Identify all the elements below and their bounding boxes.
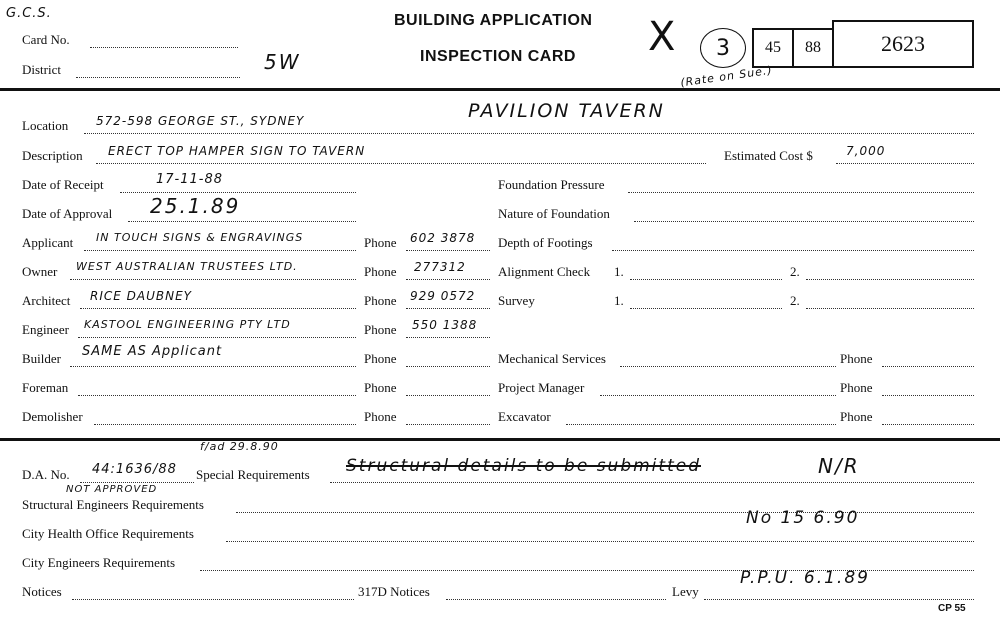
not-approved-note: NOT APPROVED	[66, 484, 158, 495]
date-approval-value: 25.1.89	[150, 194, 241, 218]
survey-label: Survey	[498, 293, 535, 308]
survey-line2	[806, 308, 974, 309]
foreman-line	[78, 395, 356, 396]
title-line1: BUILDING APPLICATION	[394, 12, 593, 29]
builder-phone-line	[406, 366, 490, 367]
builder-label: Builder	[22, 351, 61, 366]
engineer-phone-label: Phone	[364, 322, 397, 337]
gcs-note: G.C.S.	[6, 6, 52, 21]
engineer-phone: 550 1388	[412, 318, 478, 332]
applicant-phone: 602 3878	[410, 231, 476, 245]
excavator-phone-label: Phone	[840, 409, 873, 424]
excavator-phone-line	[882, 424, 974, 425]
alignment-num2: 2.	[790, 264, 800, 279]
project-manager-label: Project Manager	[498, 380, 585, 395]
alignment-line1	[630, 279, 782, 280]
alignment-line2	[806, 279, 974, 280]
architect-label: Architect	[22, 293, 71, 308]
owner-phone-line	[406, 279, 490, 280]
architect-line	[80, 308, 356, 309]
architect-value: RICE DAUBNEY	[90, 289, 193, 303]
applicant-value: IN TOUCH SIGNS & ENGRAVINGS	[96, 231, 304, 244]
nature-foundation-line	[634, 221, 974, 222]
owner-phone-label: Phone	[364, 264, 397, 279]
owner-line	[70, 279, 356, 280]
special-req-note: N/R	[818, 454, 860, 478]
card-no-line	[90, 47, 238, 48]
builder-phone-label: Phone	[364, 351, 397, 366]
mechanical-phone-line	[882, 366, 974, 367]
box-2623: 2623	[832, 20, 974, 68]
mechanical-phone-label: Phone	[840, 351, 873, 366]
da-label: D.A. No.	[22, 467, 70, 482]
special-req-label: Special Requirements	[196, 467, 310, 482]
engineer-value: KASTOOL ENGINEERING PTY LTD	[84, 318, 291, 331]
levy-note: P.P.U. 6.1.89	[740, 568, 870, 588]
health-label: City Health Office Requirements	[22, 526, 194, 541]
project-manager-phone-line	[882, 395, 974, 396]
owner-label: Owner	[22, 264, 58, 279]
description-value: ERECT TOP HAMPER SIGN TO TAVERN	[108, 144, 366, 158]
location-label: Location	[22, 118, 69, 133]
nature-foundation-label: Nature of Foundation	[498, 206, 610, 221]
location-line	[84, 133, 974, 134]
excavator-label: Excavator	[498, 409, 551, 424]
district-label: District	[22, 62, 61, 77]
excavator-line	[566, 424, 836, 425]
location-value: 572-598 GEORGE ST., SYDNEY	[96, 114, 305, 128]
estimated-cost-label: Estimated Cost $	[724, 148, 813, 163]
mechanical-line	[620, 366, 836, 367]
description-line	[96, 163, 706, 164]
date-receipt-value: 17-11-88	[156, 172, 224, 187]
architect-phone-label: Phone	[364, 293, 397, 308]
city-eng-label: City Engineers Requirements	[22, 555, 176, 570]
district-value: 5W	[264, 50, 301, 74]
owner-phone: 277312	[414, 260, 466, 274]
survey-line1	[630, 308, 782, 309]
district-line	[76, 77, 240, 78]
foundation-pressure-label: Foundation Pressure	[498, 177, 605, 192]
depth-footings-label: Depth of Footings	[498, 235, 593, 250]
estimated-cost-line	[836, 163, 974, 164]
applicant-label: Applicant	[22, 235, 74, 250]
architect-phone: 929 0572	[410, 289, 476, 303]
da-note: f/ad 29.8.90	[200, 440, 279, 453]
foreman-phone-label: Phone	[364, 380, 397, 395]
survey-num1: 1.	[614, 293, 624, 308]
box-88: 88	[792, 28, 834, 68]
engineer-label: Engineer	[22, 322, 69, 337]
structural-line	[236, 512, 974, 513]
project-manager-line	[600, 395, 836, 396]
footer-code: CP 55	[938, 603, 966, 614]
da-value: 44:1636/88	[92, 462, 177, 477]
project-manager-phone-label: Phone	[840, 380, 873, 395]
health-note: No 15 6.90	[746, 508, 860, 528]
rate-note: (Rate on Sue.)	[679, 63, 774, 90]
applicant-line	[84, 250, 356, 251]
mechanical-label: Mechanical Services	[498, 351, 606, 366]
middle-rule	[0, 438, 1000, 441]
applicant-phone-line	[406, 250, 490, 251]
date-approval-label: Date of Approval	[22, 206, 113, 221]
demolisher-phone-label: Phone	[364, 409, 397, 424]
mark-x: X	[648, 14, 678, 60]
da-line	[80, 482, 194, 483]
notices-line	[72, 599, 354, 600]
foreman-phone-line	[406, 395, 490, 396]
notices-317-line	[446, 599, 666, 600]
builder-line	[70, 366, 356, 367]
header-rule	[0, 88, 1000, 91]
special-req-struck: Structural details to be submitted	[346, 456, 701, 476]
demolisher-line	[94, 424, 356, 425]
architect-phone-line	[406, 308, 490, 309]
date-receipt-line	[120, 192, 356, 193]
description-label: Description	[22, 148, 83, 163]
alignment-num1: 1.	[614, 264, 624, 279]
demolisher-phone-line	[406, 424, 490, 425]
date-receipt-label: Date of Receipt	[22, 177, 104, 192]
box-45: 45	[752, 28, 794, 68]
notices-317-label: 317D Notices	[358, 584, 430, 599]
estimated-cost-value: 7,000	[846, 144, 886, 158]
card-no-label: Card No.	[22, 32, 70, 47]
alignment-check-label: Alignment Check	[498, 264, 591, 279]
levy-label: Levy	[672, 584, 699, 599]
demolisher-label: Demolisher	[22, 409, 83, 424]
levy-line	[704, 599, 974, 600]
builder-value: SAME AS Applicant	[82, 344, 223, 359]
depth-footings-line	[612, 250, 974, 251]
notices-label: Notices	[22, 584, 62, 599]
survey-num2: 2.	[790, 293, 800, 308]
owner-value: WEST AUSTRALIAN TRUSTEES LTD.	[76, 260, 298, 273]
engineer-line	[78, 337, 356, 338]
circled-number: 3	[700, 28, 746, 68]
special-req-line	[330, 482, 974, 483]
foundation-pressure-line	[628, 192, 974, 193]
date-approval-line	[128, 221, 356, 222]
health-line	[226, 541, 974, 542]
structural-label: Structural Engineers Requirements	[22, 497, 204, 512]
engineer-phone-line	[406, 337, 490, 338]
foreman-label: Foreman	[22, 380, 69, 395]
applicant-phone-label: Phone	[364, 235, 397, 250]
title-line2: INSPECTION CARD	[420, 48, 576, 65]
location-name: PAVILION TAVERN	[468, 100, 665, 122]
